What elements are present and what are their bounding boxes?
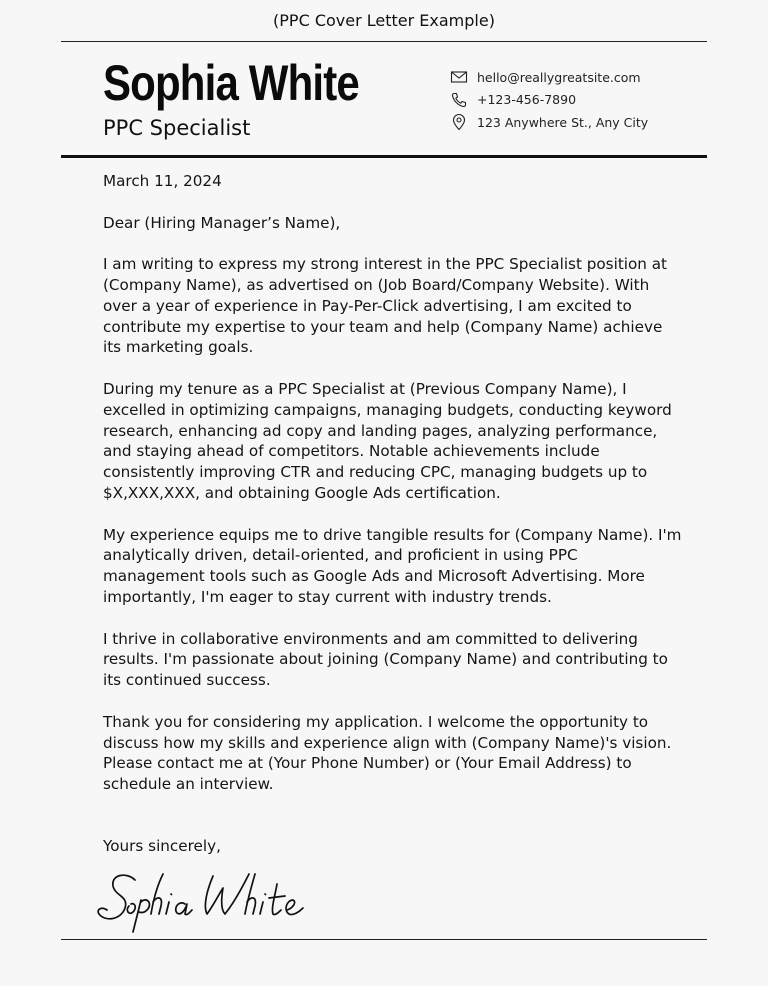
- letter-body: [103, 171, 683, 878]
- contact-email: hello@reallygreatsite.com: [477, 69, 641, 85]
- bottom-divider: [61, 939, 707, 940]
- contact-phone-row: [450, 89, 648, 112]
- contact-address: 123 Anywhere St., Any City: [477, 114, 649, 130]
- location-pin-icon: [450, 113, 468, 131]
- contact-phone: +123-456-7890: [477, 92, 577, 108]
- letter-closing: Yours sincerely,: [103, 836, 221, 855]
- top-divider: [61, 41, 707, 42]
- applicant-name: Sophia White: [103, 55, 359, 111]
- document-caption: (PPC Cover Letter Example): [273, 11, 495, 30]
- phone-icon: [450, 91, 468, 109]
- handwritten-signature: [95, 866, 325, 936]
- contact-email-row: [450, 66, 648, 89]
- letter-paragraph: My experience equips me to drive tangible results for (Company Name). I'm analytically driven, detail-oriented, and proficient in using PPC management tools such as Google Ads and Microsoft Advertising. More importantly, I'm eager to stay current with industry trends.: [103, 525, 682, 606]
- letter-date: March 11, 2024: [103, 172, 222, 190]
- contact-address-row: [450, 111, 648, 134]
- letter-salutation: Dear (Hiring Manager’s Name),: [103, 213, 341, 232]
- letter-paragraph: During my tenure as a PPC Specialist at (Previous Company Name), I excelled in optimizing campaigns, managing budgets, conducting keyword research, enhancing ad copy and landing pages, analyzing performance, and staying ahead of competitors. Notable achievements include consistently improving CTR and reducing CPC, managing budgets up to $X,XXX,XXX, and obtaining Google Ads certification.: [103, 379, 672, 502]
- envelope-icon: [450, 68, 468, 86]
- header-divider: [61, 155, 707, 158]
- applicant-title: PPC Specialist: [103, 116, 251, 140]
- letter-paragraph: I am writing to express my strong interest in the PPC Specialist position at (Company Name), as advertised on (Job Board/Company Website). With over a year of experience in Pay-Per-Click advertising, I am excited to contribute my expertise to your team and help (Company Name) achieve its marketing goals.: [103, 255, 667, 357]
- contact-block: [450, 66, 648, 134]
- letter-paragraph: Thank you for considering my application. I welcome the opportunity to discuss how my skills and experience align with (Company Name)'s vision. Please contact me at (Your Phone Number) or (Your Email Address) to schedule an interview.: [103, 712, 672, 794]
- letter-paragraph: I thrive in collaborative environments and am committed to delivering results. I'm passionate about joining (Company Name) and contributing to its continued success.: [103, 629, 668, 690]
